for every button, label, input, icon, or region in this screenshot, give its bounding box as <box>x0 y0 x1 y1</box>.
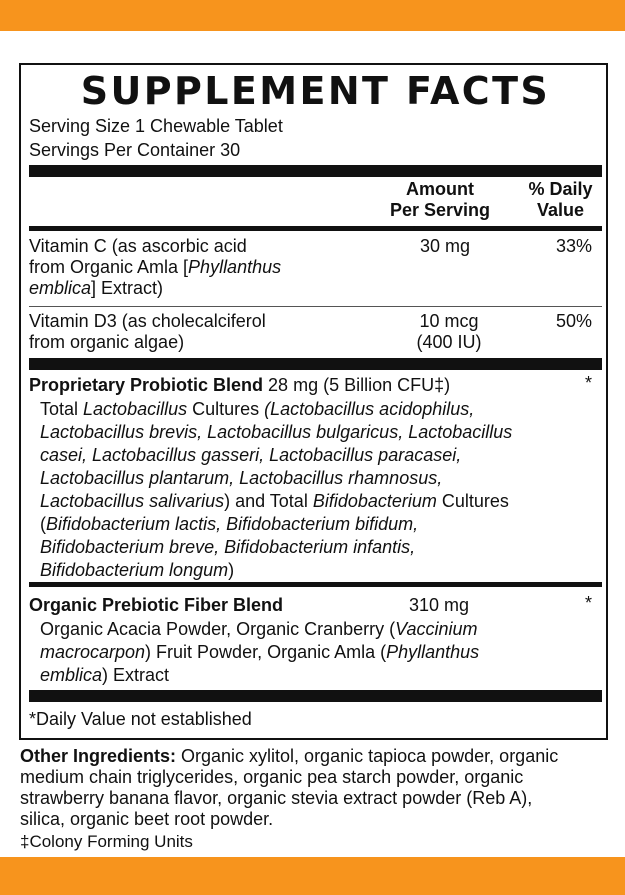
supplement-facts-panel <box>19 63 608 740</box>
serving-size: Serving Size 1 Chewable Tablet <box>29 116 283 136</box>
probiotic-blend-heading: Proprietary Probiotic Blend 28 mg (5 Billion CFU‡) <box>29 375 451 395</box>
blend-divider <box>29 582 602 587</box>
prebiotic-blend-heading: Organic Prebiotic Fiber Blend <box>29 595 284 615</box>
vitamin-d3-amount: 10 mcg (400 IU) <box>416 311 482 352</box>
daily-value-note: *Daily Value not established <box>29 709 252 729</box>
servings-per-container: Servings Per Container 30 <box>29 140 241 160</box>
prebiotic-amount: 310 mg <box>409 595 470 615</box>
thick-divider <box>29 358 602 370</box>
prebiotic-dv: * <box>584 593 592 613</box>
panel-title: SUPPLEMENT FACTS <box>80 69 551 113</box>
vitamin-c-dv: 33% <box>555 236 592 256</box>
vitamin-d3-dv: 50% <box>555 311 592 331</box>
thick-divider <box>29 165 602 177</box>
prebiotic-ingredients: Organic Acacia Powder, Organic Cranberry (Vaccinium macrocarpon) Fruit Powder, Organic Amla (Phyllanthus emblica) Extract <box>40 619 480 685</box>
probiotic-ingredients: Total Lactobacillus Cultures (Lactobacillus acidophilus, Lactobacillus brevis, Lactobacillus bulgaricus, Lactobacillus casei, Lactobacillus gasseri, Lactobacillus paracasei, Lactobacillus plantarum, Lactobacillus rhamnosus, Lactobacillus salivarius) and Total Bifidobacterium Cultures (Bifidobacterium lactis, Bifidobacterium bifidum, Bifidobacterium breve, Bifidobacterium infantis, Bifidobacterium longum) <box>40 399 513 580</box>
daily-value-header: % Daily Value <box>528 179 593 220</box>
top-orange-band <box>0 0 625 31</box>
amount-header: Amount Per Serving <box>389 179 491 220</box>
thick-divider <box>29 690 602 702</box>
bottom-orange-band <box>0 857 625 895</box>
header-divider <box>29 226 602 231</box>
vitamin-c-amount: 30 mg <box>420 236 471 256</box>
cfu-footnote: ‡Colony Forming Units <box>20 832 193 851</box>
row-divider <box>29 306 602 307</box>
other-ingredients: Other Ingredients: Organic xylitol, organic tapioca powder, organic medium chain triglycerides, organic pea starch powder, organic strawberry banana flavor, organic stevia extract powder (Reb A), silica, organic beet root powder. <box>20 746 559 829</box>
probiotic-dv: * <box>584 373 592 393</box>
vitamin-c-description: Vitamin C (as ascorbic acid from Organic Amla [Phyllanthus emblica] Extract) <box>29 236 282 298</box>
vitamin-d3-description: Vitamin D3 (as cholecalciferol from organic algae) <box>29 311 266 352</box>
